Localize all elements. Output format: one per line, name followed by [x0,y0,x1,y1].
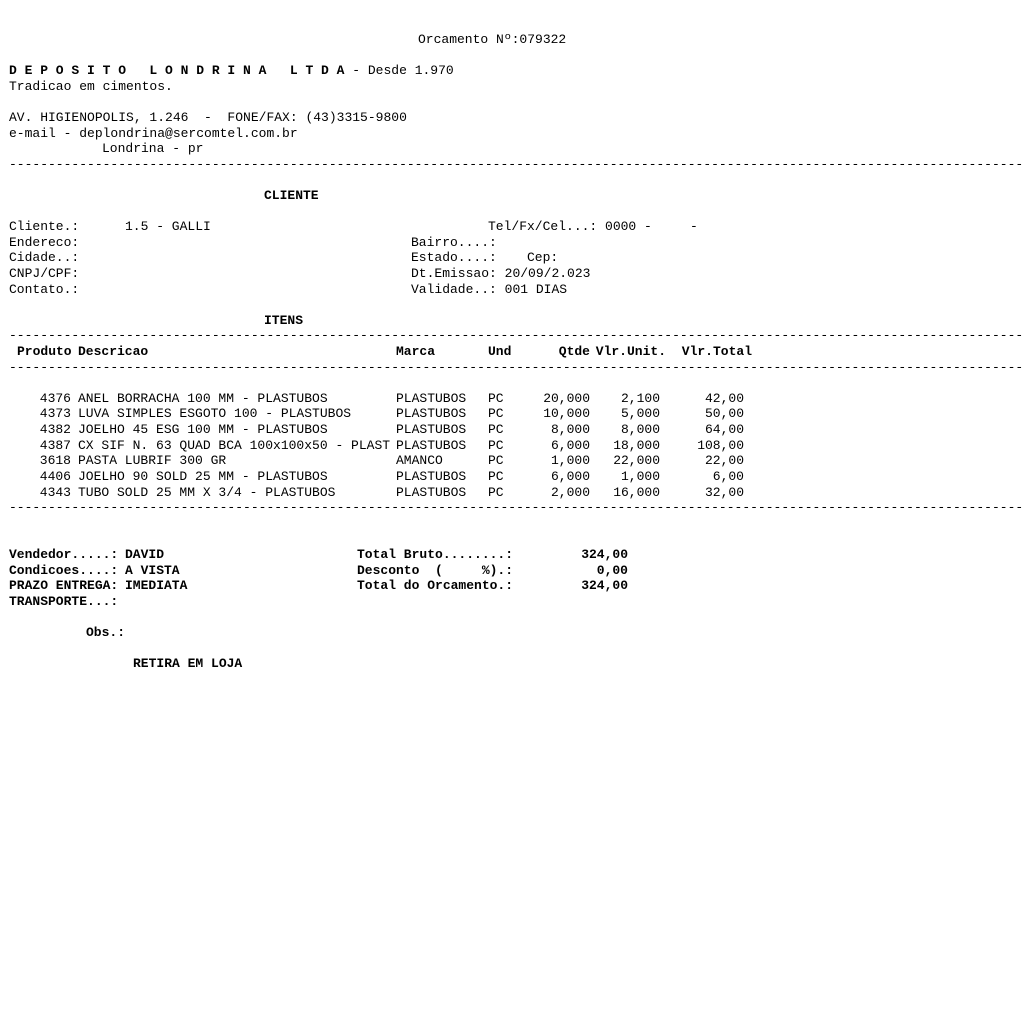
col-vlr-unit: Vlr.Unit. [595,344,666,359]
divider: ---------------------------------------------------------------------------------------------------------------------------------- [9,500,1023,515]
item-marca: PLASTUBOS [396,422,467,437]
emissao-value: 20/09/2.023 [504,266,591,281]
prazo-value: IMEDIATA [125,578,188,593]
condicoes-value: A VISTA [125,563,180,578]
itens-section-title: ITENS [264,313,304,328]
desconto-value: 0,00 [596,563,628,578]
item-und: PC [488,422,504,437]
total-orcamento-label: Total do Orcamento.: [357,578,514,593]
validade-label: Validade..: [411,282,497,297]
item-marca: AMANCO [396,453,443,468]
total-bruto-label: Total Bruto........: [357,547,514,562]
estado-label: Estado....: [411,250,497,265]
emissao-label: Dt.Emissao: [411,266,497,281]
item-marca: PLASTUBOS [396,406,467,421]
endereco-label: Endereco: [9,235,80,250]
tel-label: Tel/Fx/Cel...: [488,219,598,234]
item-und: PC [488,391,504,406]
cliente-value: 1.5 - GALLI [125,219,211,234]
company-since: - Desde 1.970 [352,63,454,78]
company-email: e-mail - deplondrina@sercomtel.com.br [9,126,298,141]
divider: ---------------------------------------------------------------------------------------------------------------------------------- [9,328,1023,343]
tel-field [488,219,652,235]
cnpj-label: CNPJ/CPF: [9,266,80,281]
item-descricao: TUBO SOLD 25 MM X 3/4 - PLASTUBOS [78,485,336,500]
item-qtde: 2,000 [550,485,590,500]
item-marca: PLASTUBOS [396,485,467,500]
item-vlr-unit: 18,000 [613,438,660,453]
contato-label: Contato.: [9,282,80,297]
item-qtde: 6,000 [550,438,590,453]
cep-label: Cep: [527,250,559,265]
col-descricao: Descricao [78,344,149,359]
validade-field [411,282,567,298]
validade-value: 001 DIAS [504,282,568,297]
item-descricao: CX SIF N. 63 QUAD BCA 100x100x50 - PLAST [78,438,391,453]
item-vlr-unit: 1,000 [620,469,660,484]
item-vlr-total: 6,00 [712,469,744,484]
item-marca: PLASTUBOS [396,469,467,484]
item-vlr-unit: 5,000 [620,406,660,421]
company-city: Londrina - pr [102,141,204,156]
col-und: Und [488,344,512,359]
item-und: PC [488,406,504,421]
tel-suffix: - [690,219,698,234]
item-descricao: PASTA LUBRIF 300 GR [78,453,227,468]
item-produto: 4343 [39,485,71,500]
item-produto: 3618 [39,453,71,468]
cidade-label: Cidade..: [9,250,80,265]
item-qtde: 8,000 [550,422,590,437]
obs-text: RETIRA EM LOJA [133,656,243,671]
company-address: AV. HIGIENOPOLIS, 1.246 - FONE/FAX: (43)3315-9800 [9,110,407,125]
divider: ---------------------------------------------------------------------------------------------------------------------------------- [9,157,1023,172]
total-orcamento-value: 324,00 [581,578,628,593]
item-und: PC [488,485,504,500]
vendedor-value: DAVID [125,547,165,562]
item-produto: 4376 [39,391,71,406]
item-vlr-total: 42,00 [704,391,744,406]
desconto-label: Desconto ( %).: [357,563,514,578]
col-produto: Produto [17,344,72,359]
item-vlr-total: 32,00 [704,485,744,500]
item-produto: 4406 [39,469,71,484]
cliente-section-title: CLIENTE [264,188,319,203]
item-descricao: ANEL BORRACHA 100 MM - PLASTUBOS [78,391,328,406]
item-vlr-total: 108,00 [697,438,744,453]
item-und: PC [488,469,504,484]
item-produto: 4373 [39,406,71,421]
item-descricao: JOELHO 45 ESG 100 MM - PLASTUBOS [78,422,328,437]
bairro-label: Bairro....: [411,235,497,250]
emissao-field [411,266,590,282]
item-qtde: 6,000 [550,469,590,484]
item-descricao: JOELHO 90 SOLD 25 MM - PLASTUBOS [78,469,328,484]
item-vlr-total: 64,00 [704,422,744,437]
vendedor-label: Vendedor.....: [9,547,119,562]
orcamento-label: Orcamento Nº: [418,32,520,47]
company-name: D E P O S I T O L O N D R I N A L T D A [9,63,345,78]
item-vlr-total: 50,00 [704,406,744,421]
item-produto: 4382 [39,422,71,437]
item-und: PC [488,453,504,468]
item-vlr-unit: 2,100 [620,391,660,406]
obs-label: Obs.: [86,625,126,640]
total-bruto-value: 324,00 [581,547,628,562]
divider: ---------------------------------------------------------------------------------------------------------------------------------- [9,360,1023,375]
item-vlr-total: 22,00 [704,453,744,468]
item-marca: PLASTUBOS [396,391,467,406]
item-und: PC [488,438,504,453]
orcamento-number-line [418,32,566,48]
item-qtde: 10,000 [543,406,590,421]
item-marca: PLASTUBOS [396,438,467,453]
item-qtde: 1,000 [550,453,590,468]
item-qtde: 20,000 [543,391,590,406]
tel-value: 0000 - [605,219,652,234]
company-tagline: Tradicao em cimentos. [9,79,173,94]
condicoes-label: Condicoes....: [9,563,119,578]
orcamento-number: 079322 [519,32,567,47]
prazo-label: PRAZO ENTREGA: [9,578,119,593]
item-produto: 4387 [39,438,71,453]
col-vlr-total: Vlr.Total [681,344,752,359]
col-qtde: Qtde [558,344,590,359]
item-descricao: LUVA SIMPLES ESGOTO 100 - PLASTUBOS [78,406,352,421]
transporte-label: TRANSPORTE...: [9,594,119,609]
item-vlr-unit: 16,000 [613,485,660,500]
item-vlr-unit: 8,000 [620,422,660,437]
item-vlr-unit: 22,000 [613,453,660,468]
col-marca: Marca [396,344,436,359]
cliente-label: Cliente.: [9,219,80,234]
company-line [9,63,454,79]
